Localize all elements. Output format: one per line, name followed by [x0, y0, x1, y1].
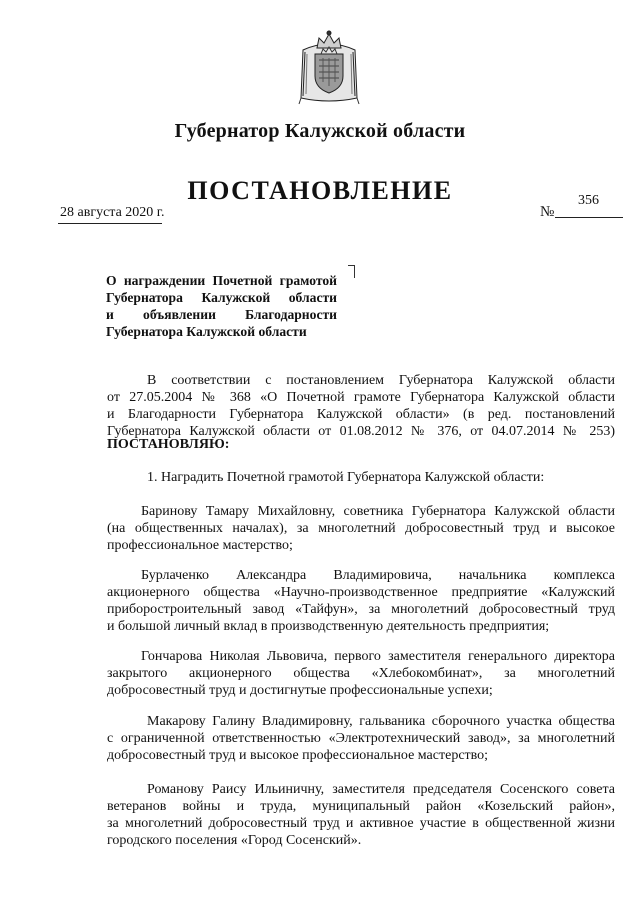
- document-date: 28 августа 2020 г.: [60, 205, 165, 220]
- subject-line: и объявлении Благодарности: [106, 307, 337, 322]
- paragraph-line: Романову Раису Ильиничну, заместителя председателя Сосенского совета: [147, 782, 615, 797]
- paragraph-line: акционерного общества «Научно-производственное предприятие «Калужский: [107, 585, 615, 600]
- paragraph-line: добросовестный труд и достигнутые профессиональные успехи;: [107, 683, 493, 698]
- awardee-paragraph: [107, 648, 615, 699]
- issuer-title: Губернатор Калужской области: [174, 120, 466, 142]
- preamble-paragraph: [107, 372, 615, 440]
- paragraph-line: Макарову Галину Владимировну, гальваника сборочного участка общества: [147, 714, 615, 729]
- paragraph-line: и большой личный вклад в производственную деятельность предприятия;: [107, 619, 550, 634]
- coat-of-arms-emblem: [297, 30, 361, 106]
- item-1-heading: 1. Наградить Почетной грамотой Губернатора Калужской области:: [147, 470, 545, 485]
- corner-mark: [348, 265, 355, 278]
- paragraph-line: профессиональное мастерство;: [107, 538, 293, 553]
- awardee-paragraph: [107, 713, 615, 764]
- decree-word: ПОСТАНОВЛЯЮ:: [107, 437, 230, 452]
- number-sign: №: [540, 204, 555, 220]
- paragraph-line: В соответствии с постановлением Губернатора Калужской области: [147, 373, 615, 388]
- paragraph-line: от 27.05.2004 № 368 «О Почетной грамоте Губернатора Калужской области: [107, 390, 615, 405]
- date-underline: [58, 223, 162, 224]
- paragraph-line: Гончарова Николая Львовича, первого заместителя генерального директора: [141, 649, 615, 664]
- paragraph-line: и Благодарности Губернатора Калужской области» (в ред. постановлений: [107, 407, 615, 422]
- paragraph-line: (на общественных началах), за многолетний добросовестный труд и высокое: [107, 521, 615, 536]
- paragraph-line: приборостроительный завод «Тайфун», за многолетний добросовестный труд: [107, 602, 615, 617]
- subject-line: О награждении Почетной грамотой: [106, 273, 337, 288]
- number-underline: [555, 217, 623, 218]
- paragraph-line: Губернатора Калужской области от 01.08.2012 № 376, от 04.07.2014 № 253): [107, 424, 615, 439]
- paragraph-line: Баринову Тамару Михайловну, советника Губернатора Калужской области: [141, 504, 615, 519]
- paragraph-line: с ограниченной ответственностью «Электротехнический завод», за многолетний: [107, 731, 615, 746]
- paragraph-line: Бурлаченко Александра Владимировича, начальника комплекса: [141, 568, 615, 583]
- document-type-heading: ПОСТАНОВЛЕНИЕ: [187, 176, 453, 205]
- awardee-paragraph: [107, 567, 615, 635]
- awardee-paragraph: [107, 503, 615, 554]
- document-number: 356: [578, 193, 599, 208]
- paragraph-line: закрытого акционерного общества «Хлебокомбинат», за многолетний: [107, 666, 615, 681]
- awardee-paragraph: [107, 781, 615, 849]
- paragraph-line: городского поселения «Город Сосенский».: [107, 833, 362, 848]
- paragraph-line: ветеранов войны и труда, муниципальный район «Козельский район»,: [107, 799, 615, 814]
- paragraph-line: добросовестный труд и высокое профессиональное мастерство;: [107, 748, 489, 763]
- document-subject: [106, 272, 337, 340]
- subject-line: Губернатора Калужской области: [106, 324, 307, 339]
- subject-line: Губернатора Калужской области: [106, 290, 337, 305]
- paragraph-line: за многолетний добросовестный труд и активное участие в общественной жизни: [107, 816, 615, 831]
